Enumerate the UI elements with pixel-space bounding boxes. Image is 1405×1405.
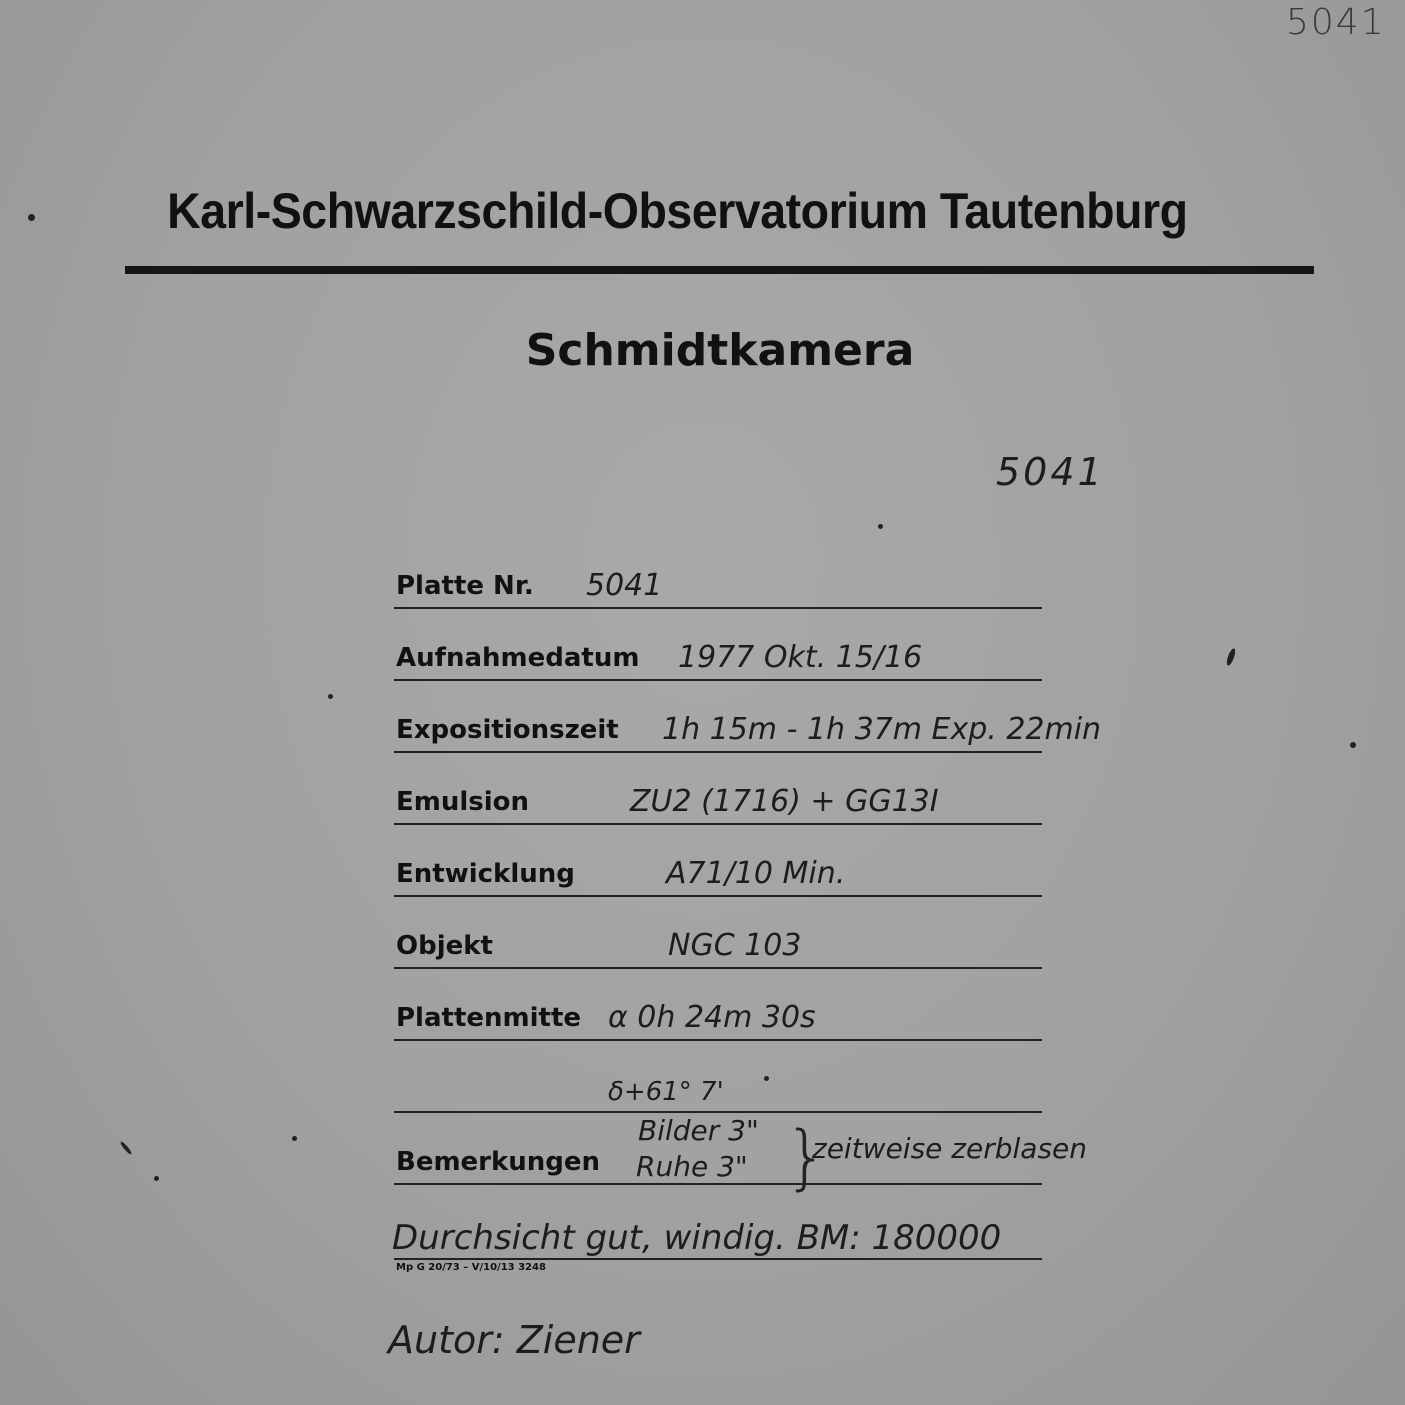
author-signature: Autor: Ziener: [388, 1318, 640, 1362]
camera-subtitle: Schmidtkamera: [525, 325, 915, 376]
field-label: Aufnahmedatum: [396, 643, 640, 673]
inspection-remark: Durchsicht gut, windig. BM: 180000: [392, 1218, 1002, 1258]
speck: [292, 1136, 297, 1141]
field-label: Plattenmitte: [396, 1003, 582, 1033]
title-underline: [125, 266, 1314, 274]
field-rule: [394, 967, 1042, 969]
field-emulsion: [394, 782, 1042, 825]
speck: [154, 1176, 159, 1181]
speck: [119, 1141, 132, 1156]
field-rule: [394, 679, 1042, 681]
remark-note: zeitweise zerblasen: [812, 1132, 1088, 1165]
speck: [1350, 742, 1356, 748]
field-rule: [394, 1111, 1042, 1113]
declination-value: δ+61° 7': [608, 1077, 724, 1107]
field-plate-center: [394, 998, 1042, 1041]
remark-underline: [394, 1258, 1042, 1260]
field-rule: [394, 1039, 1042, 1041]
field-label: Platte Nr.: [396, 571, 534, 601]
field-exposure: [394, 710, 1102, 753]
speck: [28, 214, 35, 221]
field-label: Emulsion: [396, 787, 530, 817]
field-object: [394, 926, 1042, 969]
field-label: Bemerkungen: [396, 1147, 601, 1177]
field-label: Expositionszeit: [396, 715, 619, 745]
remark-images: Bilder 3": [638, 1114, 759, 1147]
field-declination: [394, 1070, 1042, 1113]
field-label: Entwicklung: [396, 859, 575, 889]
field-rule: [394, 607, 1042, 609]
field-rule: [394, 1183, 1042, 1185]
field-rule: [394, 895, 1042, 897]
speck: [328, 694, 333, 699]
field-development: [394, 854, 1042, 897]
field-label: Objekt: [396, 931, 493, 961]
margin-plate-number: 5041: [996, 450, 1105, 494]
field-value: 5041: [586, 568, 663, 603]
corner-plate-number: 5041: [1286, 2, 1386, 43]
form-print-code: Mp G 20/73 – V/10/13 3248: [396, 1262, 546, 1273]
field-value: 1977 Okt. 15/16: [678, 640, 923, 675]
remark-rest: Ruhe 3": [636, 1150, 748, 1183]
field-rule: [394, 823, 1042, 825]
observatory-title: Karl-Schwarzschild-Observatorium Tautenburg: [167, 183, 1188, 239]
field-value: α 0h 24m 30s: [608, 1000, 816, 1035]
field-value: 1h 15m - 1h 37m Exp. 22min: [662, 712, 1102, 747]
field-date: [394, 638, 1042, 681]
field-value: A71/10 Min.: [666, 856, 846, 891]
field-plate-number: [394, 566, 1042, 609]
field-value: NGC 103: [668, 928, 802, 963]
field-rule: [394, 751, 1042, 753]
field-value: ZU2 (1716) + GG13I: [630, 784, 939, 819]
brace-glyph: }: [784, 1116, 829, 1198]
speck: [1225, 648, 1237, 667]
speck: [878, 524, 883, 529]
